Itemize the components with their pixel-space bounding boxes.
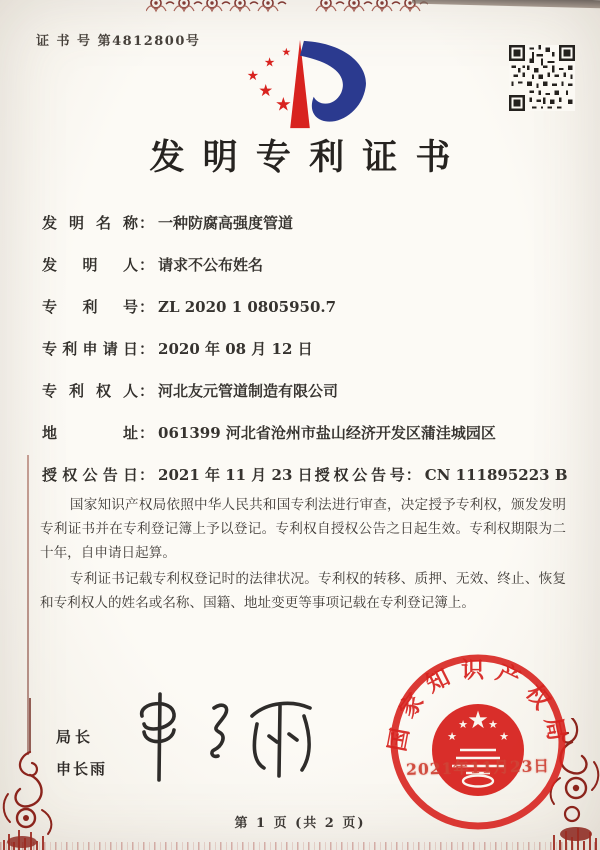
field-label: 授权公告号 xyxy=(314,466,405,484)
field-label: 专利权人 xyxy=(42,382,138,400)
field-filing-date: 专利申请日： 2020 年 08 月 12 日 xyxy=(42,340,313,358)
seal-date-stamp: 2021年11月23日 xyxy=(405,756,551,779)
svg-text:★: ★ xyxy=(447,730,457,743)
field-label: 发明名称 xyxy=(42,214,138,232)
qr-code xyxy=(509,45,575,111)
svg-text:★: ★ xyxy=(246,68,260,85)
svg-text:★: ★ xyxy=(258,80,274,100)
field-grant-date: 授权公告日： 2021 年 11 月 23 日 xyxy=(42,466,313,484)
legal-paragraph-1: 国家知识产权局依照中华人民共和国专利法进行审查，决定授予专利权，颁发发明专利证书并在专利登记簿上予以登记。专利权自授权公告之日起生效。专利权期限为二十年，自申请日起算。 xyxy=(40,497,566,561)
director-signature-handwriting xyxy=(122,688,334,790)
field-inventor: 发明人： 请求不公布姓名 xyxy=(42,256,264,274)
svg-text:★: ★ xyxy=(458,718,468,731)
svg-text:★: ★ xyxy=(499,730,509,743)
field-value: 一种防腐高强度管道 xyxy=(158,214,294,232)
field-grant-number: 授权公告号： CN 111895223 B xyxy=(314,466,568,484)
field-label: 发明人 xyxy=(42,256,138,274)
field-patent-number: 专利号： ZL 2020 1 0805950.7 xyxy=(42,298,337,316)
field-invention-name: 发明名称： 一种防腐高强度管道 xyxy=(42,214,294,232)
field-grant-row xyxy=(42,464,566,486)
legal-text-section xyxy=(40,494,566,618)
field-label: 授权公告日 xyxy=(42,466,138,484)
bottom-border-fringe xyxy=(0,842,600,850)
national-emblem xyxy=(432,704,524,796)
field-patentee: 专利权人： 河北友元管道制造有限公司 xyxy=(42,382,339,400)
cnipa-logo xyxy=(234,36,366,134)
photo-edge-shadow xyxy=(412,0,600,8)
svg-text:★: ★ xyxy=(281,45,292,59)
field-label: 专利申请日 xyxy=(42,340,138,358)
field-value: 2020 年 08 月 12 日 xyxy=(158,340,313,358)
legal-paragraph-2: 专利证书记载专利权登记时的法律状况。专利权的转移、质押、无效、终止、恢复和专利权人的姓名或名称、国籍、地址变更等事项记载在专利登记簿上。 xyxy=(40,570,566,611)
field-address: 地址： 061399 河北省沧州市盐山经济开发区蒲洼城园区 xyxy=(42,424,496,442)
svg-text:★: ★ xyxy=(263,55,276,71)
logo-blue-p xyxy=(300,41,366,122)
field-value: CN 111895223 B xyxy=(424,466,568,484)
field-label: 专利号 xyxy=(42,298,138,316)
certificate-title: 发明专利证书 xyxy=(149,137,469,178)
field-label: 地址 xyxy=(42,424,138,442)
field-value: 河北友元管道制造有限公司 xyxy=(158,382,339,400)
svg-text:★: ★ xyxy=(467,706,489,734)
director-name: 申长雨 xyxy=(56,760,108,778)
top-border-ornament xyxy=(146,0,428,14)
svg-text:★: ★ xyxy=(488,718,498,731)
svg-text:★: ★ xyxy=(274,94,292,116)
page-number: 第 1 页 (共 2 页) xyxy=(234,816,366,831)
cnipa-official-seal xyxy=(386,650,570,834)
field-value: 061399 河北省沧州市盐山经济开发区蒲洼城园区 xyxy=(158,424,496,442)
field-value: 2021 年 11 月 23 日 xyxy=(158,466,313,484)
seal-ring-text: 国家知识产权局 xyxy=(386,656,570,754)
field-value: 请求不公布姓名 xyxy=(158,256,264,274)
director-title: 局长 xyxy=(56,728,95,746)
field-value: ZL 2020 1 0805950.7 xyxy=(158,298,337,316)
fields-section xyxy=(42,212,566,506)
certificate-number: 证 书 号 第4812800号 xyxy=(36,34,201,49)
